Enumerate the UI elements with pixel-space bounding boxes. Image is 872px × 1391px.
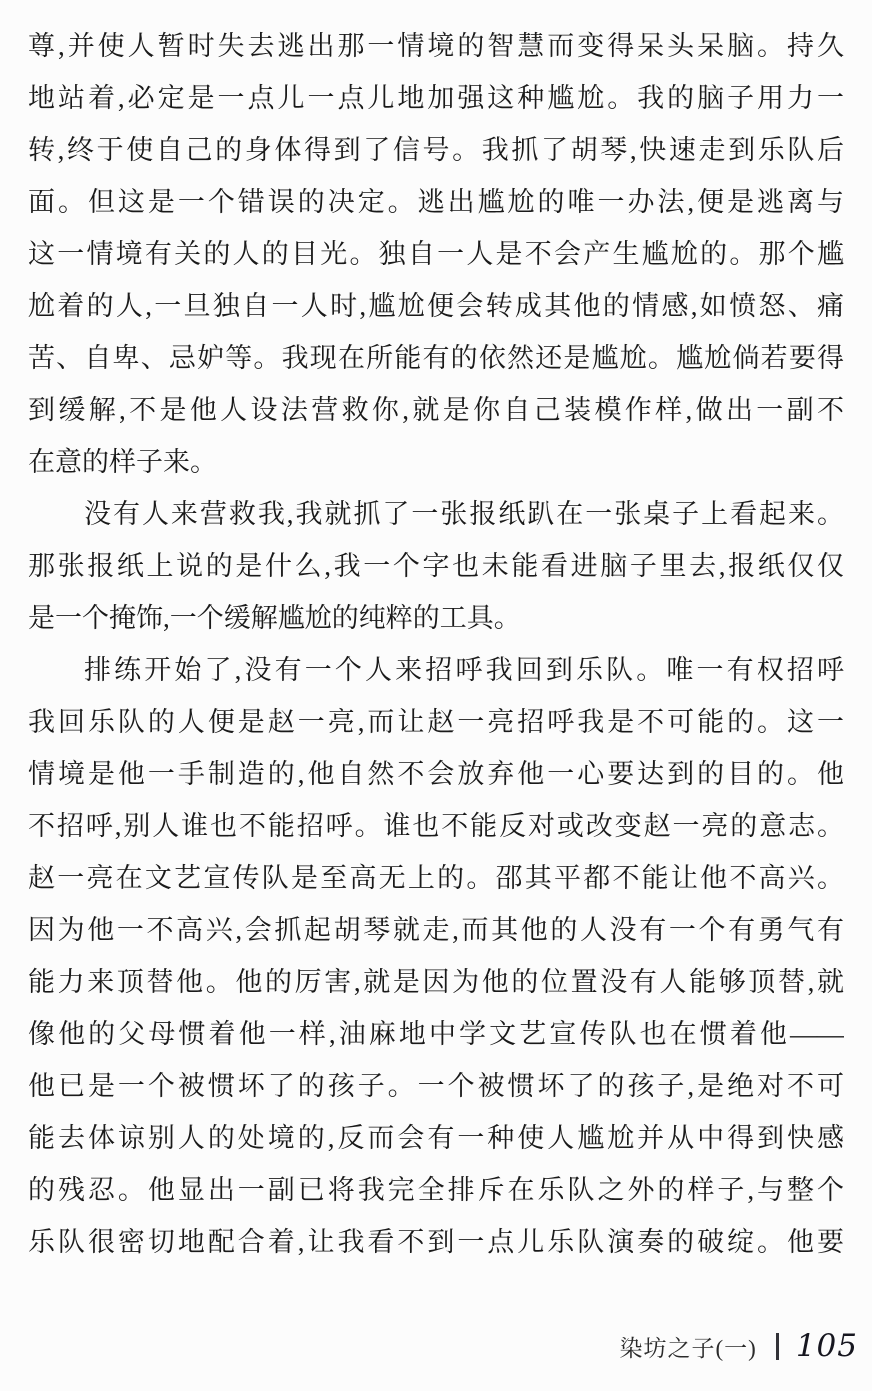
text-line: 的残忍。他显出一副已将我完全排斥在乐队之外的样子,与整个 — [28, 1175, 844, 1205]
text-line: 是一个掩饰,一个缓解尴尬的纯粹的工具。 — [28, 603, 521, 633]
text-line: 地站着,必定是一点儿一点儿地加强这种尴尬。我的脑子用力一 — [28, 83, 844, 113]
footer-divider-rule — [776, 1333, 779, 1360]
text-line: 因为他一不高兴,会抓起胡琴就走,而其他的人没有一个有勇气有 — [28, 915, 844, 945]
text-line: 转,终于使自己的身体得到了信号。我抓了胡琴,快速走到乐队后 — [28, 135, 844, 165]
text-line: 到缓解,不是他人设法营救你,就是你自己装模作样,做出一副不 — [28, 395, 844, 425]
text-line: 没有人来营救我,我就抓了一张报纸趴在一张桌子上看起来。 — [84, 499, 844, 529]
page-body — [28, 20, 844, 1268]
text-line: 赵一亮在文艺宣传队是至高无上的。邵其平都不能让他不高兴。 — [28, 863, 844, 893]
text-line: 面。但这是一个错误的决定。逃出尴尬的唯一办法,便是逃离与 — [28, 187, 844, 217]
text-line: 苦、自卑、忌妒等。我现在所能有的依然还是尴尬。尴尬倘若要得 — [28, 343, 844, 373]
text-line: 排练开始了,没有一个人来招呼我回到乐队。唯一有权招呼 — [84, 655, 844, 685]
running-chapter-title: 染坊之子(一) — [619, 1335, 757, 1361]
text-line: 那张报纸上说的是什么,我一个字也未能看进脑子里去,报纸仅仅 — [28, 551, 844, 581]
text-line: 能力来顶替他。他的厉害,就是因为他的位置没有人能够顶替,就 — [28, 967, 844, 997]
text-line: 他已是一个被惯坏了的孩子。一个被惯坏了的孩子,是绝对不可 — [28, 1071, 844, 1101]
text-line: 尬着的人,一旦独自一人时,尴尬便会转成其他的情感,如愤怒、痛 — [28, 291, 844, 321]
text-line: 在意的样子来。 — [28, 447, 217, 477]
text-line: 这一情境有关的人的目光。独自一人是不会产生尴尬的。那个尴 — [28, 239, 844, 269]
text-line: 能去体谅别人的处境的,反而会有一种使人尴尬并从中得到快感 — [28, 1123, 844, 1153]
text-line: 尊,并使人暂时失去逃出那一情境的智慧而变得呆头呆脑。持久 — [28, 31, 844, 61]
text-line: 乐队很密切地配合着,让我看不到一点儿乐队演奏的破绽。他要 — [28, 1227, 844, 1257]
text-line: 我回乐队的人便是赵一亮,而让赵一亮招呼我是不可能的。这一 — [28, 707, 844, 737]
page-number: 105 — [795, 1328, 858, 1364]
text-line: 不招呼,别人谁也不能招呼。谁也不能反对或改变赵一亮的意志。 — [28, 811, 844, 841]
text-line: 情境是他一手制造的,他自然不会放弃他一心要达到的目的。他 — [28, 759, 844, 789]
page-footer — [620, 1326, 859, 1366]
text-line: 像他的父母惯着他一样,油麻地中学文艺宣传队也在惯着他—— — [28, 1019, 844, 1049]
